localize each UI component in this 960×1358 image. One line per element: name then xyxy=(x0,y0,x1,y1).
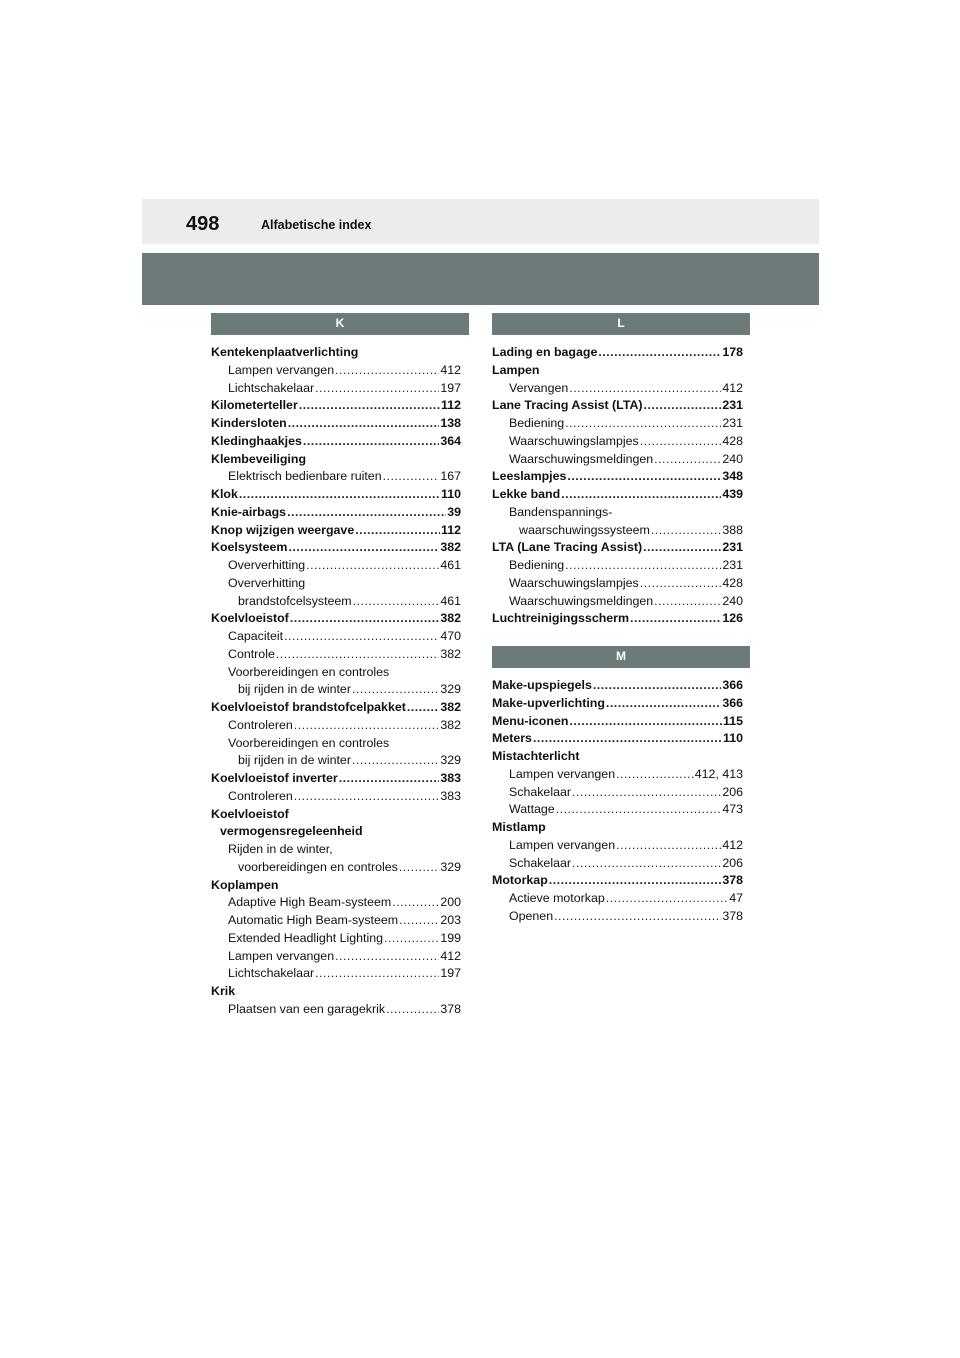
leader-dots xyxy=(355,522,440,540)
index-entry xyxy=(492,837,750,855)
index-entry-label: Lampen xyxy=(492,362,540,377)
leader-dots xyxy=(315,965,439,983)
index-entry-label: Controle xyxy=(228,646,275,661)
leader-dots xyxy=(569,380,721,398)
index-entry-page: 112 xyxy=(441,398,461,413)
index-entry xyxy=(492,908,750,926)
index-entry-page: 178 xyxy=(722,345,743,359)
index-entry-label: Bediening xyxy=(509,416,565,430)
index-entry-page: 412 xyxy=(440,948,461,963)
index-entry-label: Kledinghaakjes xyxy=(211,433,302,448)
index-entry-label: Lekke band xyxy=(492,487,561,501)
index-entry-label: Bandenspannings- xyxy=(509,504,613,519)
leader-dots xyxy=(383,468,440,486)
index-entry-label: Extended Headlight Lighting xyxy=(228,930,383,945)
leader-dots xyxy=(294,788,440,806)
index-entry-label: Bediening xyxy=(509,558,565,572)
index-entry xyxy=(492,468,750,486)
index-entry-page: 110 xyxy=(723,731,743,746)
index-entry-label: bij rijden in de winter xyxy=(238,682,351,697)
index-entry-page: 428 xyxy=(722,433,743,448)
index-entry-label: Lading en bagage xyxy=(492,345,598,359)
index-entry-page: 329 xyxy=(440,682,461,697)
index-entry-page: 383 xyxy=(440,771,461,785)
index-entry xyxy=(211,380,469,398)
leader-dots xyxy=(352,681,439,699)
index-entry-page: 197 xyxy=(440,380,461,395)
index-entry-label: Koelvloeistof xyxy=(211,611,289,626)
index-entry xyxy=(211,451,469,469)
index-entry-label: Vervangen xyxy=(509,380,569,395)
index-entry-label: Knie-airbags xyxy=(211,504,287,519)
index-entry-label: Mistachterlicht xyxy=(492,749,580,763)
index-entry xyxy=(211,752,469,770)
index-entry xyxy=(492,380,750,398)
index-entry-label: Lampen vervangen xyxy=(509,766,616,781)
leader-dots xyxy=(640,433,722,451)
leader-dots xyxy=(306,557,439,575)
index-entry xyxy=(211,557,469,575)
index-entry xyxy=(492,433,750,451)
index-entry-label: Koelsysteem xyxy=(211,540,288,555)
index-entry-label: Voorbereidingen en controles xyxy=(228,664,390,679)
index-entry xyxy=(492,610,750,628)
leader-dots xyxy=(654,451,721,469)
leader-dots xyxy=(288,539,439,557)
index-entry-page: 412, 413 xyxy=(694,766,743,781)
leader-dots xyxy=(392,894,439,912)
leader-dots xyxy=(598,344,721,362)
index-entry xyxy=(492,872,750,890)
index-entry-label: Koplampen xyxy=(211,877,279,892)
index-entry xyxy=(211,894,469,912)
index-entry xyxy=(211,433,469,451)
leader-dots xyxy=(565,415,721,433)
section-letter-l: L xyxy=(492,313,750,335)
index-entry xyxy=(492,766,750,784)
index-entry-page: 203 xyxy=(440,913,461,927)
index-entry xyxy=(211,788,469,806)
leader-dots xyxy=(572,855,721,873)
header-band xyxy=(142,253,819,305)
leader-dots xyxy=(572,784,721,802)
index-entry xyxy=(492,486,750,504)
leader-dots xyxy=(616,837,721,855)
page-number: 498 xyxy=(186,213,220,235)
index-entry xyxy=(492,677,750,695)
leader-dots xyxy=(654,593,721,611)
leader-dots xyxy=(533,730,722,748)
leader-dots xyxy=(630,610,721,628)
index-entry xyxy=(211,717,469,735)
index-entry-page: 382 xyxy=(440,700,461,714)
leader-dots xyxy=(616,766,694,784)
index-entry-page: 388 xyxy=(722,522,743,537)
index-entry-page: 167 xyxy=(440,469,461,484)
index-entry xyxy=(211,468,469,486)
index-entry-label: Oververhitting xyxy=(228,558,306,572)
index-entry-label: Klembeveiliging xyxy=(211,451,307,466)
index-entry xyxy=(211,912,469,930)
index-entry-page: 110 xyxy=(441,487,461,501)
index-entry xyxy=(211,344,469,362)
leader-dots xyxy=(276,646,439,664)
index-entry-label: Schakelaar xyxy=(509,784,571,799)
section-letter-k: K xyxy=(211,313,469,335)
index-entry-label: Kindersloten xyxy=(211,416,287,430)
leader-dots xyxy=(384,930,439,948)
index-entry-page: 200 xyxy=(440,895,461,910)
index-entry-page: 378 xyxy=(722,908,743,923)
index-entry xyxy=(211,362,469,380)
index-entry-label: vermogensregeleenheid xyxy=(220,824,363,839)
index-entry-list xyxy=(492,344,750,628)
index-entry xyxy=(211,486,469,504)
index-entry-label: Mistlamp xyxy=(492,820,546,834)
leader-dots xyxy=(556,801,722,819)
index-entry-label: bij rijden in de winter xyxy=(238,753,351,768)
index-entry-page: 231 xyxy=(722,416,743,430)
index-entry-label: Lane Tracing Assist (LTA) xyxy=(492,398,643,413)
index-entry-page: 329 xyxy=(440,753,461,768)
index-entry xyxy=(492,784,750,802)
index-entry xyxy=(211,930,469,948)
index-entry-page: 240 xyxy=(722,451,743,466)
index-entry-page: 231 xyxy=(722,558,743,572)
index-entry-label: Lampen vervangen xyxy=(228,362,335,377)
index-entry-page: 428 xyxy=(722,575,743,590)
index-entry-page: 364 xyxy=(440,433,461,448)
index-entry-label: LTA (Lane Tracing Assist) xyxy=(492,540,643,555)
index-entry-label: Koelvloeistof inverter xyxy=(211,771,338,785)
index-entry-label: brandstofcelsysteem xyxy=(238,593,352,608)
leader-dots xyxy=(593,677,721,695)
index-entry-page: 39 xyxy=(447,504,461,519)
index-entry-list xyxy=(211,344,469,1019)
index-entry-label: Oververhitting xyxy=(228,575,306,590)
index-entry-page: 382 xyxy=(440,717,461,732)
index-entry-page: 470 xyxy=(440,629,461,643)
leader-dots xyxy=(567,468,721,486)
index-entry xyxy=(492,801,750,819)
index-entry-label: Controleren xyxy=(228,717,293,732)
index-entry xyxy=(211,823,469,841)
header-title: Alfabetische index xyxy=(261,218,372,232)
index-entry xyxy=(211,664,469,682)
index-entry xyxy=(211,397,469,415)
index-entry-label: Waarschuwingslampjes xyxy=(509,433,639,448)
index-entry xyxy=(211,983,469,1001)
index-entry-label: Lichtschakelaar xyxy=(228,966,315,981)
index-entry-page: 206 xyxy=(722,855,743,870)
index-entry xyxy=(492,695,750,713)
section-gap xyxy=(492,628,750,646)
index-entry xyxy=(211,522,469,540)
index-entry xyxy=(211,859,469,877)
leader-dots xyxy=(335,948,439,966)
index-entry-page: 126 xyxy=(722,611,743,626)
index-entry-page: 115 xyxy=(723,713,743,728)
leader-dots xyxy=(399,859,440,877)
index-entry xyxy=(211,415,469,433)
index-entry-page: 348 xyxy=(722,469,743,484)
index-entry-page: 231 xyxy=(722,398,743,413)
index-entry xyxy=(492,855,750,873)
index-entry-page: 461 xyxy=(440,593,461,608)
leader-dots xyxy=(352,752,439,770)
leader-dots xyxy=(386,1001,439,1019)
index-entry-label: Koelvloeistof xyxy=(211,806,289,821)
index-entry-page: 329 xyxy=(440,859,461,874)
index-entry-page: 231 xyxy=(722,540,743,555)
index-entry-page: 382 xyxy=(440,611,461,626)
index-entry-label: Motorkap xyxy=(492,873,548,888)
index-entry-page: 412 xyxy=(722,380,743,395)
leader-dots xyxy=(315,380,439,398)
index-entry-label: Schakelaar xyxy=(509,855,571,870)
index-entry xyxy=(492,593,750,611)
index-entry-label: Knop wijzigen weergave xyxy=(211,522,355,537)
index-entry-label: Klok xyxy=(211,487,238,501)
index-entry-page: 366 xyxy=(722,695,743,710)
index-entry xyxy=(211,877,469,895)
index-entry-label: voorbereidingen en controles xyxy=(238,859,398,874)
leader-dots xyxy=(606,890,728,908)
index-entry-label: Make-upspiegels xyxy=(492,678,592,692)
index-entry xyxy=(211,699,469,717)
index-entry-label: Openen xyxy=(509,908,554,923)
index-entry xyxy=(211,504,469,522)
index-entry-page: 366 xyxy=(722,678,743,692)
index-entry-page: 47 xyxy=(729,891,743,905)
index-entry xyxy=(211,841,469,859)
index-entry xyxy=(211,806,469,824)
index-entry xyxy=(211,1001,469,1019)
leader-dots xyxy=(299,397,440,415)
leader-dots xyxy=(284,628,439,646)
index-entry-page: 412 xyxy=(440,362,461,377)
index-entry-label: Actieve motorkap xyxy=(509,891,605,905)
index-entry-label: Elektrisch bedienbare ruiten xyxy=(228,469,382,484)
index-entry-label: Leeslampjes xyxy=(492,469,567,484)
index-entry-page: 439 xyxy=(722,487,743,501)
index-entry-page: 240 xyxy=(722,593,743,608)
leader-dots xyxy=(353,593,440,611)
index-entry-label: Plaatsen van een garagekrik xyxy=(228,1001,386,1016)
index-entry-label: waarschuwingssysteem xyxy=(519,522,650,537)
leader-dots xyxy=(569,713,722,731)
leader-dots xyxy=(303,433,439,451)
leader-dots xyxy=(407,699,439,717)
leader-dots xyxy=(561,486,721,504)
index-entry-label: Capaciteit xyxy=(228,629,284,643)
index-entry xyxy=(492,362,750,380)
index-entry xyxy=(492,344,750,362)
index-entry-label: Luchtreinigingsscherm xyxy=(492,611,630,626)
index-entry-label: Automatic High Beam-systeem xyxy=(228,913,399,927)
index-entry xyxy=(211,646,469,664)
index-entry-label: Waarschuwingslampjes xyxy=(509,575,639,590)
index-entry xyxy=(492,730,750,748)
index-entry xyxy=(492,819,750,837)
index-entry-label: Waarschuwingsmeldingen xyxy=(509,593,654,608)
index-entry xyxy=(492,504,750,522)
leader-dots xyxy=(554,908,721,926)
index-entry-page: 382 xyxy=(440,646,461,661)
index-entry-label: Rijden in de winter, xyxy=(228,842,333,856)
leader-dots xyxy=(565,557,721,575)
index-entry xyxy=(211,593,469,611)
index-entry-page: 138 xyxy=(440,416,461,430)
index-entry-label: Voorbereidingen en controles xyxy=(228,735,390,750)
index-entry xyxy=(211,575,469,593)
leader-dots xyxy=(644,397,722,415)
leader-dots xyxy=(294,717,440,735)
index-entry-page: 412 xyxy=(722,837,743,852)
index-entry-page: 382 xyxy=(440,540,461,555)
index-entry xyxy=(492,713,750,731)
index-entry-page: 473 xyxy=(722,802,743,817)
index-entry xyxy=(211,735,469,753)
index-entry-label: Meters xyxy=(492,731,532,746)
index-entry-label: Lampen vervangen xyxy=(509,837,616,852)
index-column-left xyxy=(211,313,469,1019)
index-entry-label: Waarschuwingsmeldingen xyxy=(509,451,654,466)
index-entry-page: 199 xyxy=(440,930,461,945)
index-entry xyxy=(211,681,469,699)
index-entry xyxy=(492,890,750,908)
index-entry-label: Wattage xyxy=(509,802,555,817)
index-entry-label: Lampen vervangen xyxy=(228,948,335,963)
index-entry-label: Lichtschakelaar xyxy=(228,380,315,395)
index-entry-label: Krik xyxy=(211,984,236,998)
section-letter-m: M xyxy=(492,646,750,668)
index-entry-page: 112 xyxy=(441,522,461,537)
index-entry-label: Menu-iconen xyxy=(492,713,569,728)
leader-dots xyxy=(339,770,440,788)
leader-dots xyxy=(640,575,722,593)
leader-dots xyxy=(335,362,439,380)
leader-dots xyxy=(549,872,722,890)
leader-dots xyxy=(239,486,440,504)
index-entry xyxy=(492,415,750,433)
page-header xyxy=(142,199,819,244)
index-entry-page: 378 xyxy=(722,873,743,888)
index-entry-page: 206 xyxy=(722,784,743,799)
index-entry xyxy=(492,557,750,575)
index-entry-page: 197 xyxy=(440,966,461,981)
index-entry xyxy=(211,610,469,628)
index-entry-page: 461 xyxy=(440,558,461,572)
index-entry-label: Kilometerteller xyxy=(211,398,298,413)
index-column-right xyxy=(492,313,750,926)
index-entry-label: Adaptive High Beam-systeem xyxy=(228,895,392,910)
leader-dots xyxy=(290,610,440,628)
index-entry-label: Controleren xyxy=(228,788,293,803)
index-entry-page: 378 xyxy=(440,1001,461,1016)
index-entry xyxy=(492,522,750,540)
leader-dots xyxy=(287,504,446,522)
index-entry xyxy=(211,539,469,557)
index-entry-list xyxy=(492,677,750,926)
index-entry xyxy=(211,628,469,646)
index-entry-label: Koelvloeistof brandstofcelpakket xyxy=(211,700,406,714)
index-entry-label: Make-upverlichting xyxy=(492,695,605,710)
index-entry xyxy=(492,451,750,469)
index-entry-label: Kentekenplaatverlichting xyxy=(211,345,359,359)
leader-dots xyxy=(288,415,440,433)
index-entry xyxy=(211,770,469,788)
index-entry xyxy=(492,539,750,557)
index-entry-page: 383 xyxy=(440,788,461,803)
index-entry xyxy=(492,748,750,766)
index-entry xyxy=(211,965,469,983)
index-entry xyxy=(492,575,750,593)
leader-dots xyxy=(643,539,721,557)
index-entry xyxy=(211,948,469,966)
leader-dots xyxy=(399,912,439,930)
leader-dots xyxy=(606,695,721,713)
leader-dots xyxy=(651,522,721,540)
index-entry xyxy=(492,397,750,415)
